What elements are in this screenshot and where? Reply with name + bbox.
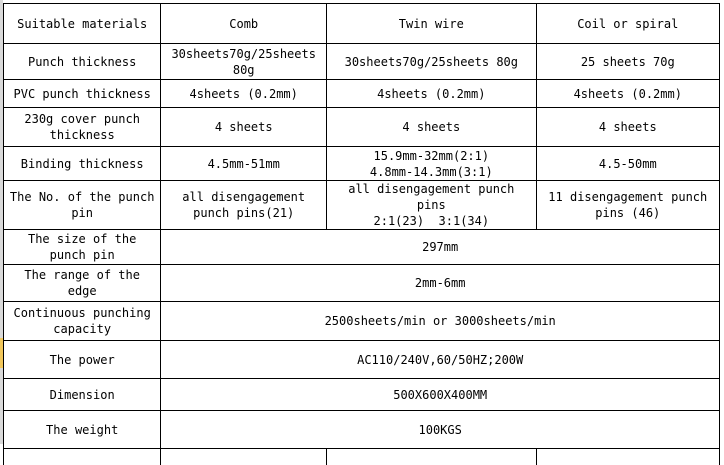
merged-value-cell[interactable]: 2500sheets/min or 3000sheets/min	[161, 302, 720, 341]
table-row-dimension	[4, 379, 720, 411]
twin-wire-line: 2:1(23) 3:1(34)	[331, 213, 531, 229]
comb-cell[interactable]: 4sheets (0.2mm)	[161, 80, 327, 108]
table-row-punch-pin-count	[4, 181, 720, 230]
row-label-cell[interactable]: Continuous punching capacity	[4, 302, 161, 341]
twin-wire-cell[interactable]	[327, 181, 536, 230]
empty-cell[interactable]	[327, 449, 536, 465]
merged-value-cell[interactable]: 297mm	[161, 230, 720, 265]
merged-value-cell[interactable]: 100KGS	[161, 411, 720, 449]
twin-wire-line: all disengagement punch pins	[331, 181, 531, 213]
row-label-cell[interactable]: The weight	[4, 411, 161, 449]
empty-cell[interactable]	[4, 449, 161, 465]
empty-cell[interactable]	[161, 449, 327, 465]
header-cell-materials[interactable]: Suitable materials	[4, 4, 161, 44]
row-label-cell[interactable]: PVC punch thickness	[4, 80, 161, 108]
table-row-power	[4, 341, 720, 379]
row-label-cell[interactable]: Binding thickness	[4, 147, 161, 181]
merged-value-cell[interactable]: AC110/240V,60/50HZ;200W	[161, 341, 720, 379]
table-header-row	[4, 4, 720, 44]
coil-cell[interactable]: 4 sheets	[536, 108, 719, 147]
header-cell-coil[interactable]: Coil or spiral	[536, 4, 719, 44]
table-row-punch-thickness	[4, 44, 720, 80]
coil-cell[interactable]: 25 sheets 70g	[536, 44, 719, 80]
coil-cell[interactable]: 4sheets (0.2mm)	[536, 80, 719, 108]
comb-cell[interactable]: all disengagement punch pins(21)	[161, 181, 327, 230]
table-row-binding-thickness	[4, 147, 720, 181]
comb-cell[interactable]: 30sheets70g/25sheets 80g	[161, 44, 327, 80]
table-row-cover-punch-thickness	[4, 108, 720, 147]
table-row-punch-pin-size	[4, 230, 720, 265]
merged-value-cell[interactable]: 2mm-6mm	[161, 265, 720, 302]
row-label-cell[interactable]: The No. of the punch pin	[4, 181, 161, 230]
twin-wire-cell[interactable]: 30sheets70g/25sheets 80g	[327, 44, 536, 80]
row-label-cell[interactable]: 230g cover punch thickness	[4, 108, 161, 147]
table-row-punching-capacity	[4, 302, 720, 341]
header-cell-twin-wire[interactable]: Twin wire	[327, 4, 536, 44]
twin-wire-cell[interactable]: 4 sheets	[327, 108, 536, 147]
row-label-cell[interactable]: Punch thickness	[4, 44, 161, 80]
comb-cell[interactable]: 4 sheets	[161, 108, 327, 147]
specification-table	[3, 3, 720, 465]
table-row-empty	[4, 449, 720, 465]
row-label-cell[interactable]: Dimension	[4, 379, 161, 411]
coil-cell[interactable]: 11 disengagement punch pins (46)	[536, 181, 719, 230]
merged-value-cell[interactable]: 500X600X400MM	[161, 379, 720, 411]
empty-cell[interactable]	[536, 449, 719, 465]
twin-wire-cell[interactable]: 4sheets (0.2mm)	[327, 80, 536, 108]
twin-wire-line: 4.8mm-14.3mm(3:1)	[331, 164, 531, 180]
table-row-weight	[4, 411, 720, 449]
header-cell-comb[interactable]: Comb	[161, 4, 327, 44]
row-label-cell[interactable]: The range of the edge	[4, 265, 161, 302]
twin-wire-line: 15.9mm-32mm(2:1)	[331, 148, 531, 164]
row-label-cell[interactable]: The size of the punch pin	[4, 230, 161, 265]
comb-cell[interactable]: 4.5mm-51mm	[161, 147, 327, 181]
row-label-cell[interactable]: The power	[4, 341, 161, 379]
twin-wire-cell[interactable]	[327, 147, 536, 181]
table-row-edge-range	[4, 265, 720, 302]
coil-cell[interactable]: 4.5-50mm	[536, 147, 719, 181]
table-row-pvc-punch-thickness	[4, 80, 720, 108]
